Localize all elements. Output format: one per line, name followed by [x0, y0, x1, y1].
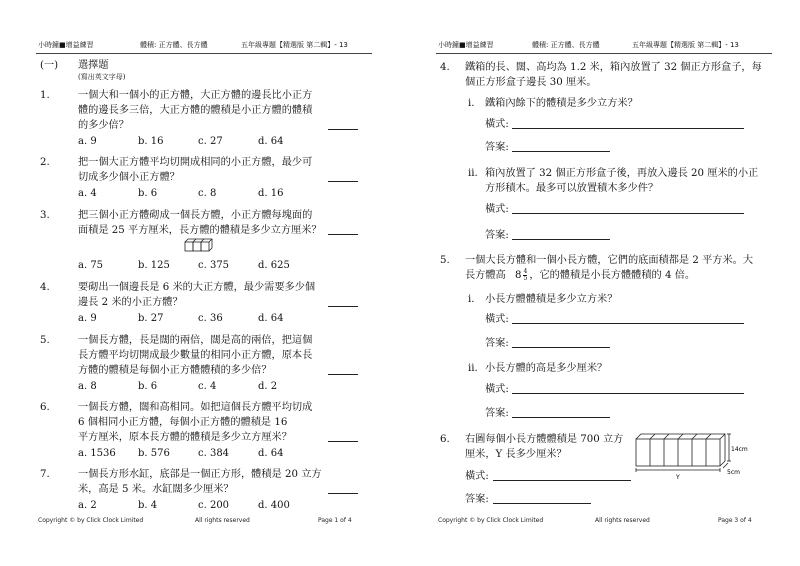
answer-blank[interactable]: [328, 306, 358, 307]
footer-rights: All rights reserved: [195, 517, 250, 524]
formula-label: 橫式:: [485, 384, 509, 395]
answer-blank[interactable]: [328, 129, 358, 130]
q5-height-line: 長方體高 8 $\frac{4}{5}$ ，它的體積是小長方體體積的 4 倍。: [465, 267, 696, 282]
fraction: $\frac{4}{5}$: [523, 267, 528, 282]
answer-line[interactable]: [512, 239, 610, 240]
formula-line[interactable]: [512, 128, 744, 129]
header-brand: 小時鐘■增益練習: [38, 41, 94, 49]
header-topic: 體積: 正方體、長方體: [532, 41, 600, 49]
footer-page-number: Page 3 of 4: [718, 517, 752, 524]
footer-copyright: Copyright © by Click Clock Limited: [38, 517, 144, 524]
answer-blank[interactable]: [328, 493, 358, 494]
formula-label: 橫式:: [485, 204, 509, 215]
formula-line[interactable]: [512, 323, 744, 324]
answer-blank[interactable]: [328, 181, 358, 182]
page-left: 小時鐘■增益練習 體積: 正方體、長方體 五年級專題【精選版 第二輯】- 13 (一) 選擇題 (寫出英文字母) 1. 一個大和一個小的正方體，大正方體的邊長比小正方 體的邊長多三倍，大正方體的體積是小正方體的體積 的多少倍？ a. 9 b. 16 c. 27 d. 64 2. 把一個大正方體平均切開成相同的小正方體，最少可 切成多少個小正方體？ a. 4 b. 6 c. 8 d. 16 3. 把三個小正方體砌成一個長方體，小正方體每塊面的 面積是 25 平方厘米，長方體的體積是多少立方厘米？ a. 75 b. 125 c. 375 d. 625 4. 要砌出一個邊長是 6 米的大正方體，最少需要多少個 邊長 2 米的小正方體？ a. 9 b. 27 c. 36 d. 64 5. 一個長方體，長是闊的兩倍，闊是高的兩倍，把這個 長方體平均切開成最少數量的相同小正方體，原本長 方體的體積是每個小正方體體積的多少倍？ a. 8 b. 6 c. 4 d. 2 6. 一個長方體，闊和高相同。如把這個長方體平均切成 6 個相同小正方體，每個小正方體的體積是 16 平方厘米，原本長方體的體積是多少立方厘米？ a. 1536 b. 576 c. 384 d. 64 7. 一個長方形水缸，底部是一個正方形，體積是 20 立方 米，高是 5 米。水缸闊多少厘米？ a. 2 b. 4 c. 200 d. 400 Copyright © by Click Clock Limited All rights reserved Page 1 of 4: [0, 0, 400, 566]
formula-line[interactable]: [512, 213, 744, 214]
header-series: 五年級專題【精選版 第二輯】- 13: [632, 41, 739, 49]
section-title: 選擇題: [78, 60, 109, 71]
figure-depth-label: 5cm: [727, 469, 740, 476]
figure-width-label: Y: [676, 474, 680, 481]
answer-blank[interactable]: [328, 234, 358, 235]
header-rule: [36, 53, 372, 54]
formula-label: 橫式:: [465, 471, 489, 482]
answer-line[interactable]: [493, 503, 591, 504]
answer-label: 答案:: [485, 230, 509, 241]
three-cubes-figure: [184, 238, 214, 252]
answer-label: 答案:: [465, 494, 489, 505]
section-note: (寫出英文字母): [78, 73, 126, 81]
header-topic: 體積: 正方體、長方體: [140, 41, 208, 49]
answer-line[interactable]: [512, 347, 610, 348]
answer-line[interactable]: [512, 151, 610, 152]
page-right: 小時鐘■增益練習 體積: 正方體、長方體 五年級專題【精選版 第二輯】- 13 4. 鐵箱的長、闊、高均為 1.2 米，箱內放置了 32 個正方形盒子，每 個正方形盒子邊長 30 厘米。 i. 鐵箱內餘下的體積是多少立方米？ 橫式: 答案: ii. 箱內放置了 32 個正方形盒子後，再放入邊長 20 厘米的小正 方形積木。最多可以放置積木多少件？ 橫式: 答案: 5. 一個大長方體和一個小長方體，它們的底面積都是 2 平方米。大 長方體高 8 $\frac{4}{5}$ ，它的體積是小長方體體積的 4 倍。 i. 小長方體體積是多少立方米？ 橫式: 答案: ii. 小長方體的高是多少厘米？ 橫式: 答案: 6. 右圖每個小長方體體積是 700 立方 厘米，Y 長多少厘米？ 橫式: 答案: 14cm 5cm Y Copyright © by Click Clock Limited All rights reserved Page 3 of 4: [400, 0, 800, 566]
figure-height-label: 14cm: [731, 446, 748, 453]
footer-page-number: Page 1 of 4: [318, 517, 352, 524]
formula-label: 橫式:: [485, 314, 509, 325]
header-brand: 小時鐘■增益練習: [438, 41, 494, 49]
footer-rights: All rights reserved: [595, 517, 650, 524]
section-label: (一): [40, 60, 59, 71]
answer-label: 答案:: [485, 338, 509, 349]
footer-copyright: Copyright © by Click Clock Limited: [438, 517, 544, 524]
answer-blank[interactable]: [328, 374, 358, 375]
formula-line[interactable]: [512, 393, 744, 394]
answer-blank[interactable]: [328, 441, 358, 442]
header-series: 五年級專題【精選版 第二輯】- 13: [241, 41, 348, 49]
formula-label: 橫式:: [485, 119, 509, 130]
header-rule: [436, 53, 772, 54]
formula-line[interactable]: [493, 480, 631, 481]
cuboid-row-figure: [634, 430, 754, 482]
answer-label: 答案:: [485, 408, 509, 419]
answer-line[interactable]: [512, 417, 610, 418]
answer-label: 答案:: [485, 142, 509, 153]
